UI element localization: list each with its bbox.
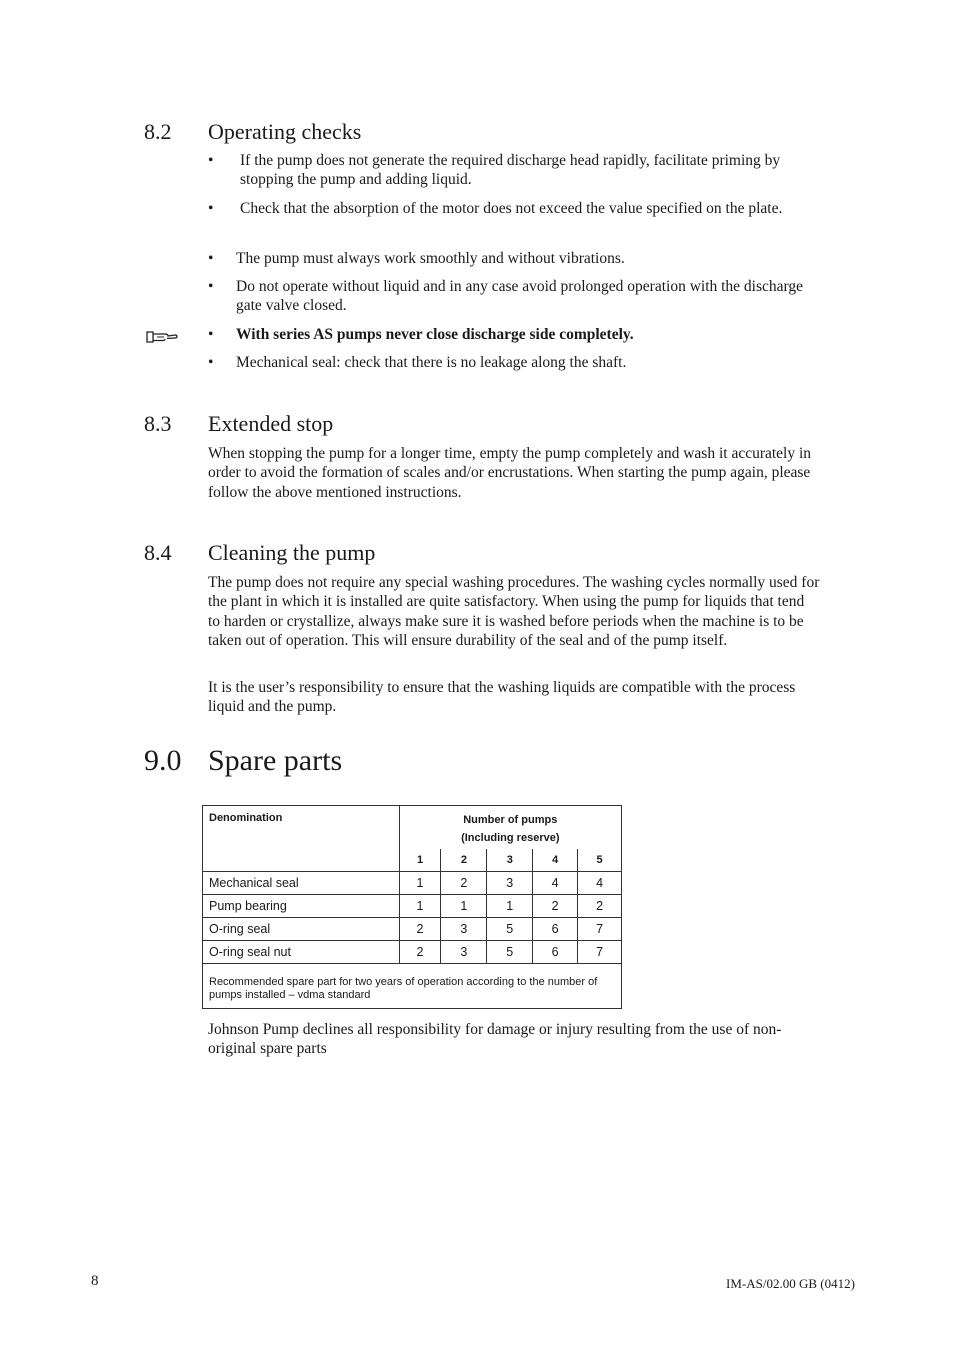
section-8-3-paragraph: When stopping the pump for a longer time, empty the pump completely and wash it accurately in order to avoid the formation of scales and/or encrustations. When starting the pump again, please follow the above mentioned instructions. bbox=[208, 445, 812, 501]
section-8-2-title: Operating checks bbox=[208, 119, 362, 144]
table-cell: 6 bbox=[533, 918, 578, 941]
document-code: IM-AS/02.00 GB (0412) bbox=[726, 1276, 855, 1291]
bullet-text: Mechanical seal: check that there is no leakage along the shaft. bbox=[236, 354, 627, 371]
table-cell-name: Mechanical seal bbox=[203, 872, 400, 895]
section-8-4-paragraph-2: It is the user’s responsibility to ensure that the washing liquids are compatible with the process liquid and the pump. bbox=[208, 679, 796, 716]
table-cell: 2 bbox=[399, 941, 441, 964]
table-header-group bbox=[399, 806, 621, 850]
bullet-text: Do not operate without liquid and in any case avoid prolonged operation with the discharge gate valve closed. bbox=[236, 278, 804, 315]
table-col-header: 4 bbox=[533, 849, 578, 872]
table-cell: 2 bbox=[399, 918, 441, 941]
table-cell-name: O-ring seal nut bbox=[203, 941, 400, 964]
bullet-symbol: • bbox=[208, 278, 214, 295]
table-cell: 2 bbox=[578, 895, 622, 918]
table-cell: 3 bbox=[441, 941, 487, 964]
table-footnote: Recommended spare part for two years of operation according to the number of pumps installed – vdma standard bbox=[203, 964, 622, 1009]
table-col-header: 3 bbox=[487, 849, 533, 872]
table-cell: 3 bbox=[441, 918, 487, 941]
table-col-header: 1 bbox=[399, 849, 441, 872]
table-cell-name: O-ring seal bbox=[203, 918, 400, 941]
table-cell: 2 bbox=[533, 895, 578, 918]
table-row bbox=[203, 918, 622, 941]
table-col-header: 5 bbox=[578, 849, 622, 872]
table-row bbox=[203, 872, 622, 895]
spare-parts-table bbox=[202, 805, 622, 1009]
table-row bbox=[203, 895, 622, 918]
table-header-denomination: Denomination bbox=[203, 806, 400, 872]
section-8-3-title: Extended stop bbox=[208, 411, 334, 436]
section-8-4-paragraph-1: The pump does not require any special washing procedures. The washing cycles normally used for the plant in which it is installed are quite satisfactory. When using the pump for liquids that tend to harden or crystallize, always make sure it is washed before periods when the machine is to be taken out of operation. This will ensure durability of the seal and of the pump itself. bbox=[208, 574, 820, 649]
table-header-number-of-pumps: Number of pumps bbox=[463, 814, 558, 826]
table-col-header: 2 bbox=[441, 849, 487, 872]
bullet-symbol: • bbox=[208, 152, 214, 169]
table-cell: 6 bbox=[533, 941, 578, 964]
pointing-hand-icon bbox=[145, 329, 179, 345]
bullet-symbol: • bbox=[208, 250, 214, 267]
section-8-4-number: 8.4 bbox=[144, 540, 172, 565]
table-cell: 1 bbox=[399, 872, 441, 895]
section-9-0-title: Spare parts bbox=[208, 744, 343, 777]
table-cell: 1 bbox=[487, 895, 533, 918]
bullet-text: The pump must always work smoothly and without vibrations. bbox=[236, 250, 625, 267]
table-header-including-reserve: (Including reserve) bbox=[461, 832, 560, 844]
bullet-symbol: • bbox=[208, 354, 214, 371]
spare-parts-disclaimer: Johnson Pump declines all responsibility for damage or injury resulting from the use of non-original spare parts bbox=[208, 1021, 782, 1058]
bullet-text-bold: With series AS pumps never close discharge side completely. bbox=[236, 326, 634, 343]
bullet-symbol: • bbox=[208, 326, 214, 343]
bullet-symbol: • bbox=[208, 200, 214, 217]
table-cell: 5 bbox=[487, 918, 533, 941]
section-8-2-number: 8.2 bbox=[144, 119, 172, 144]
table-cell: 7 bbox=[578, 941, 622, 964]
section-8-3-number: 8.3 bbox=[144, 411, 172, 436]
table-cell-name: Pump bearing bbox=[203, 895, 400, 918]
bullet-text: If the pump does not generate the required discharge head rapidly, facilitate priming by stopping the pump and adding liquid. bbox=[240, 152, 781, 189]
section-8-4-title: Cleaning the pump bbox=[208, 540, 376, 565]
table-row bbox=[203, 941, 622, 964]
section-9-0-number: 9.0 bbox=[144, 744, 182, 777]
table-cell: 3 bbox=[487, 872, 533, 895]
bullet-text: Check that the absorption of the motor does not exceed the value specified on the plate. bbox=[240, 200, 783, 217]
table-cell: 4 bbox=[533, 872, 578, 895]
table-cell: 1 bbox=[441, 895, 487, 918]
table-cell: 1 bbox=[399, 895, 441, 918]
table-cell: 5 bbox=[487, 941, 533, 964]
table-cell: 2 bbox=[441, 872, 487, 895]
table-cell: 7 bbox=[578, 918, 622, 941]
page-number: 8 bbox=[91, 1273, 99, 1289]
table-cell: 4 bbox=[578, 872, 622, 895]
